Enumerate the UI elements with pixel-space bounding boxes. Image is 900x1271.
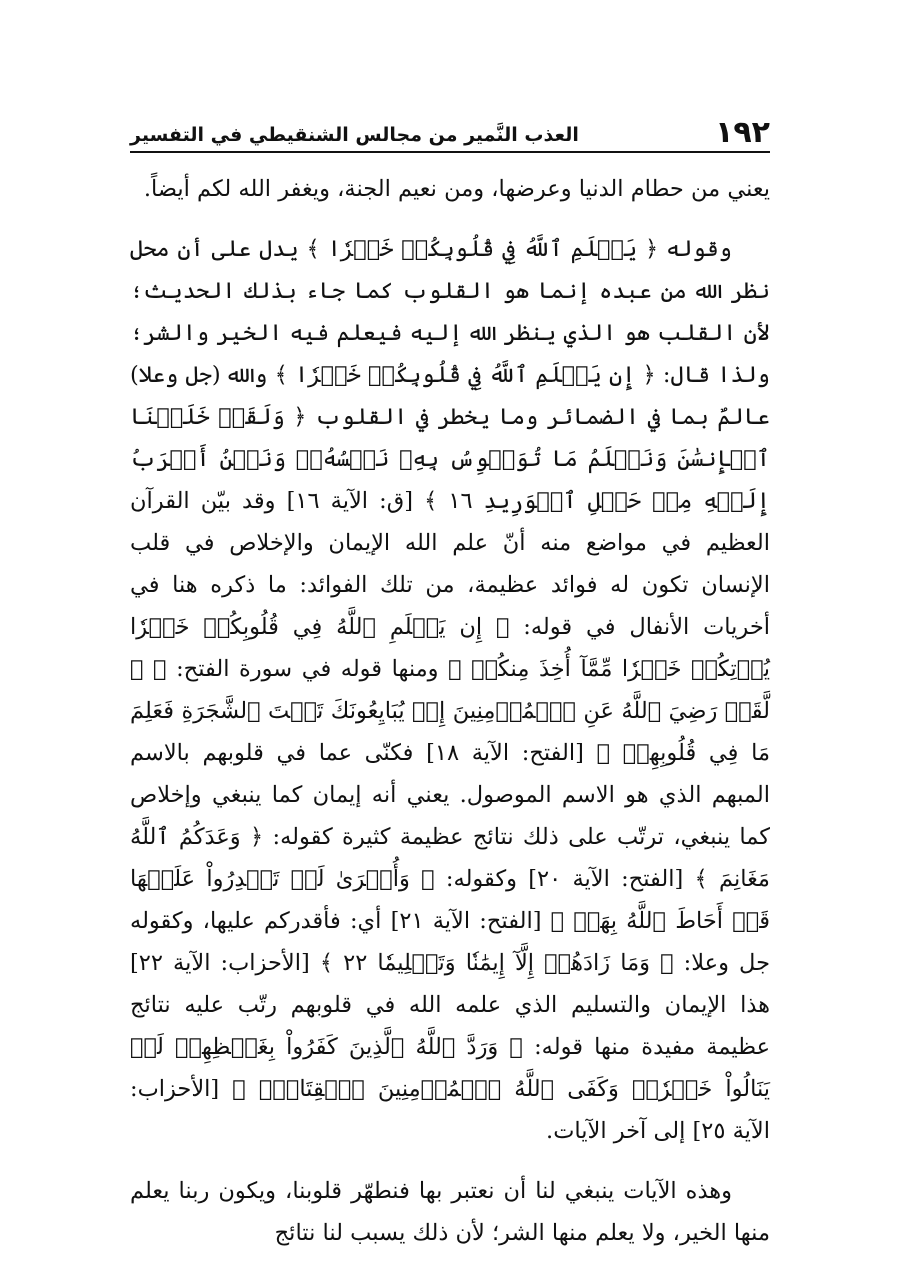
page-header bbox=[130, 108, 770, 152]
page-number: ١٩٢ bbox=[715, 115, 770, 150]
paragraph-3: وهذه الآيات ينبغي لنا أن نعتبر بها فنطهّر قلوبنا، ويكون ربنا يعلم منها الخير، ولا يعلم منها الشر؛ لأن ذلك يسبب لنا نتائج bbox=[130, 1178, 770, 1246]
running-title: العذب النَّمير من مجالس الشنقيطي في التفسير bbox=[130, 124, 579, 146]
body-text bbox=[130, 168, 770, 1254]
paragraph-2: وقوله ﴿ يَعۡلَمِ ٱللَّهُ فِي قُلُوبِكُمۡ خَيۡرٗا ﴾ يدل على أن محل نظر الله من عبده إنما هو القلوب كما جاء بذلك الحديث؛ لأن القلب هو الذي ينظر الله إليه فيعلم فيه الخير والشر؛ ولذا قال: ﴿ إِن يَعۡلَمِ ٱللَّهُ فِي قُلُوبِكُمۡ خَيۡرٗا ﴾ والله (جل وعلا) عالمٌ بما في الضمائر وما يخطر في القلوب ﴿ وَلَقَدۡ خَلَقۡنَا ٱلۡإِنسَٰنَ وَنَعۡلَمُ مَا تُوَسۡوِسُ بِهِۦ نَفۡسُهُۥۖ وَنَحۡنُ أَقۡرَبُ إِلَيۡهِ مِنۡ حَبۡلِ ٱلۡوَرِيدِ ١٦ ﴾ [ق: الآية ١٦] وقد بيّن القرآن العظيم في مواضع منه أنّ علم الله الإيمان والإخلاص في قلب الإنسان تكون له فوائد عظيمة، من تلك الفوائد: ما ذكره هنا في أخريات الأنفال في قوله: ﴿ إِن يَعۡلَمِ ٱللَّهُ فِي قُلُوبِكُمۡ خَيۡرٗا يُؤۡتِكُمۡ خَيۡرٗا مِّمَّآ أُخِذَ مِنكُمۡ ﴾ ومنها قوله في سورة الفتح: ﴿ ۞ لَّقَدۡ رَضِيَ ٱللَّهُ عَنِ ٱلۡمُؤۡمِنِينَ إِذۡ يُبَايِعُونَكَ تَحۡتَ ٱلشَّجَرَةِ فَعَلِمَ مَا فِي قُلُوبِهِمۡ ﴾ [الفتح: الآية ١٨] فكنّى عما في قلوبهم بالاسم المبهم الذي هو الاسم الموصول. يعني أنه إيمان كما ينبغي وإخلاص كما ينبغي، ترتّب على ذلك نتائج عظيمة كثيرة كقوله: ﴿ وَعَدَكُمُ ٱللَّهُ مَغَانِمَ ﴾ [الفتح: الآية ٢٠] وكقوله: ﴿ وَأُخۡرَىٰ لَمۡ تَقۡدِرُواْ عَلَيۡهَا قَدۡ أَحَاطَ ٱللَّهُ بِهَاۚ ﴾ [الفتح: الآية ٢١] أي: فأقدركم عليها، وكقوله جل وعلا: ﴿ وَمَا زَادَهُمۡ إِلَّآ إِيمَٰنٗا وَتَسۡلِيمٗا ٢٢ ﴾ [الأحزاب: الآية ٢٢] هذا الإيمان والتسليم الذي علمه الله في قلوبهم رتّب عليه نتائج عظيمة مفيدة منها قوله: ﴿ وَرَدَّ ٱللَّهُ ٱلَّذِينَ كَفَرُواْ بِغَيۡظِهِمۡ لَمۡ يَنَالُواْ خَيۡرٗاۚ وَكَفَى ٱللَّهُ ٱلۡمُؤۡمِنِينَ ٱلۡقِتَالَۚ ﴾ [الأحزاب: الآية ٢٥] إلى آخر الآيات. bbox=[130, 236, 770, 1144]
paragraph-1: يعني من حطام الدنيا وعرضها، ومن نعيم الجنة، ويغفر الله لكم أيضاً. bbox=[143, 176, 770, 202]
header-rule bbox=[130, 151, 770, 153]
